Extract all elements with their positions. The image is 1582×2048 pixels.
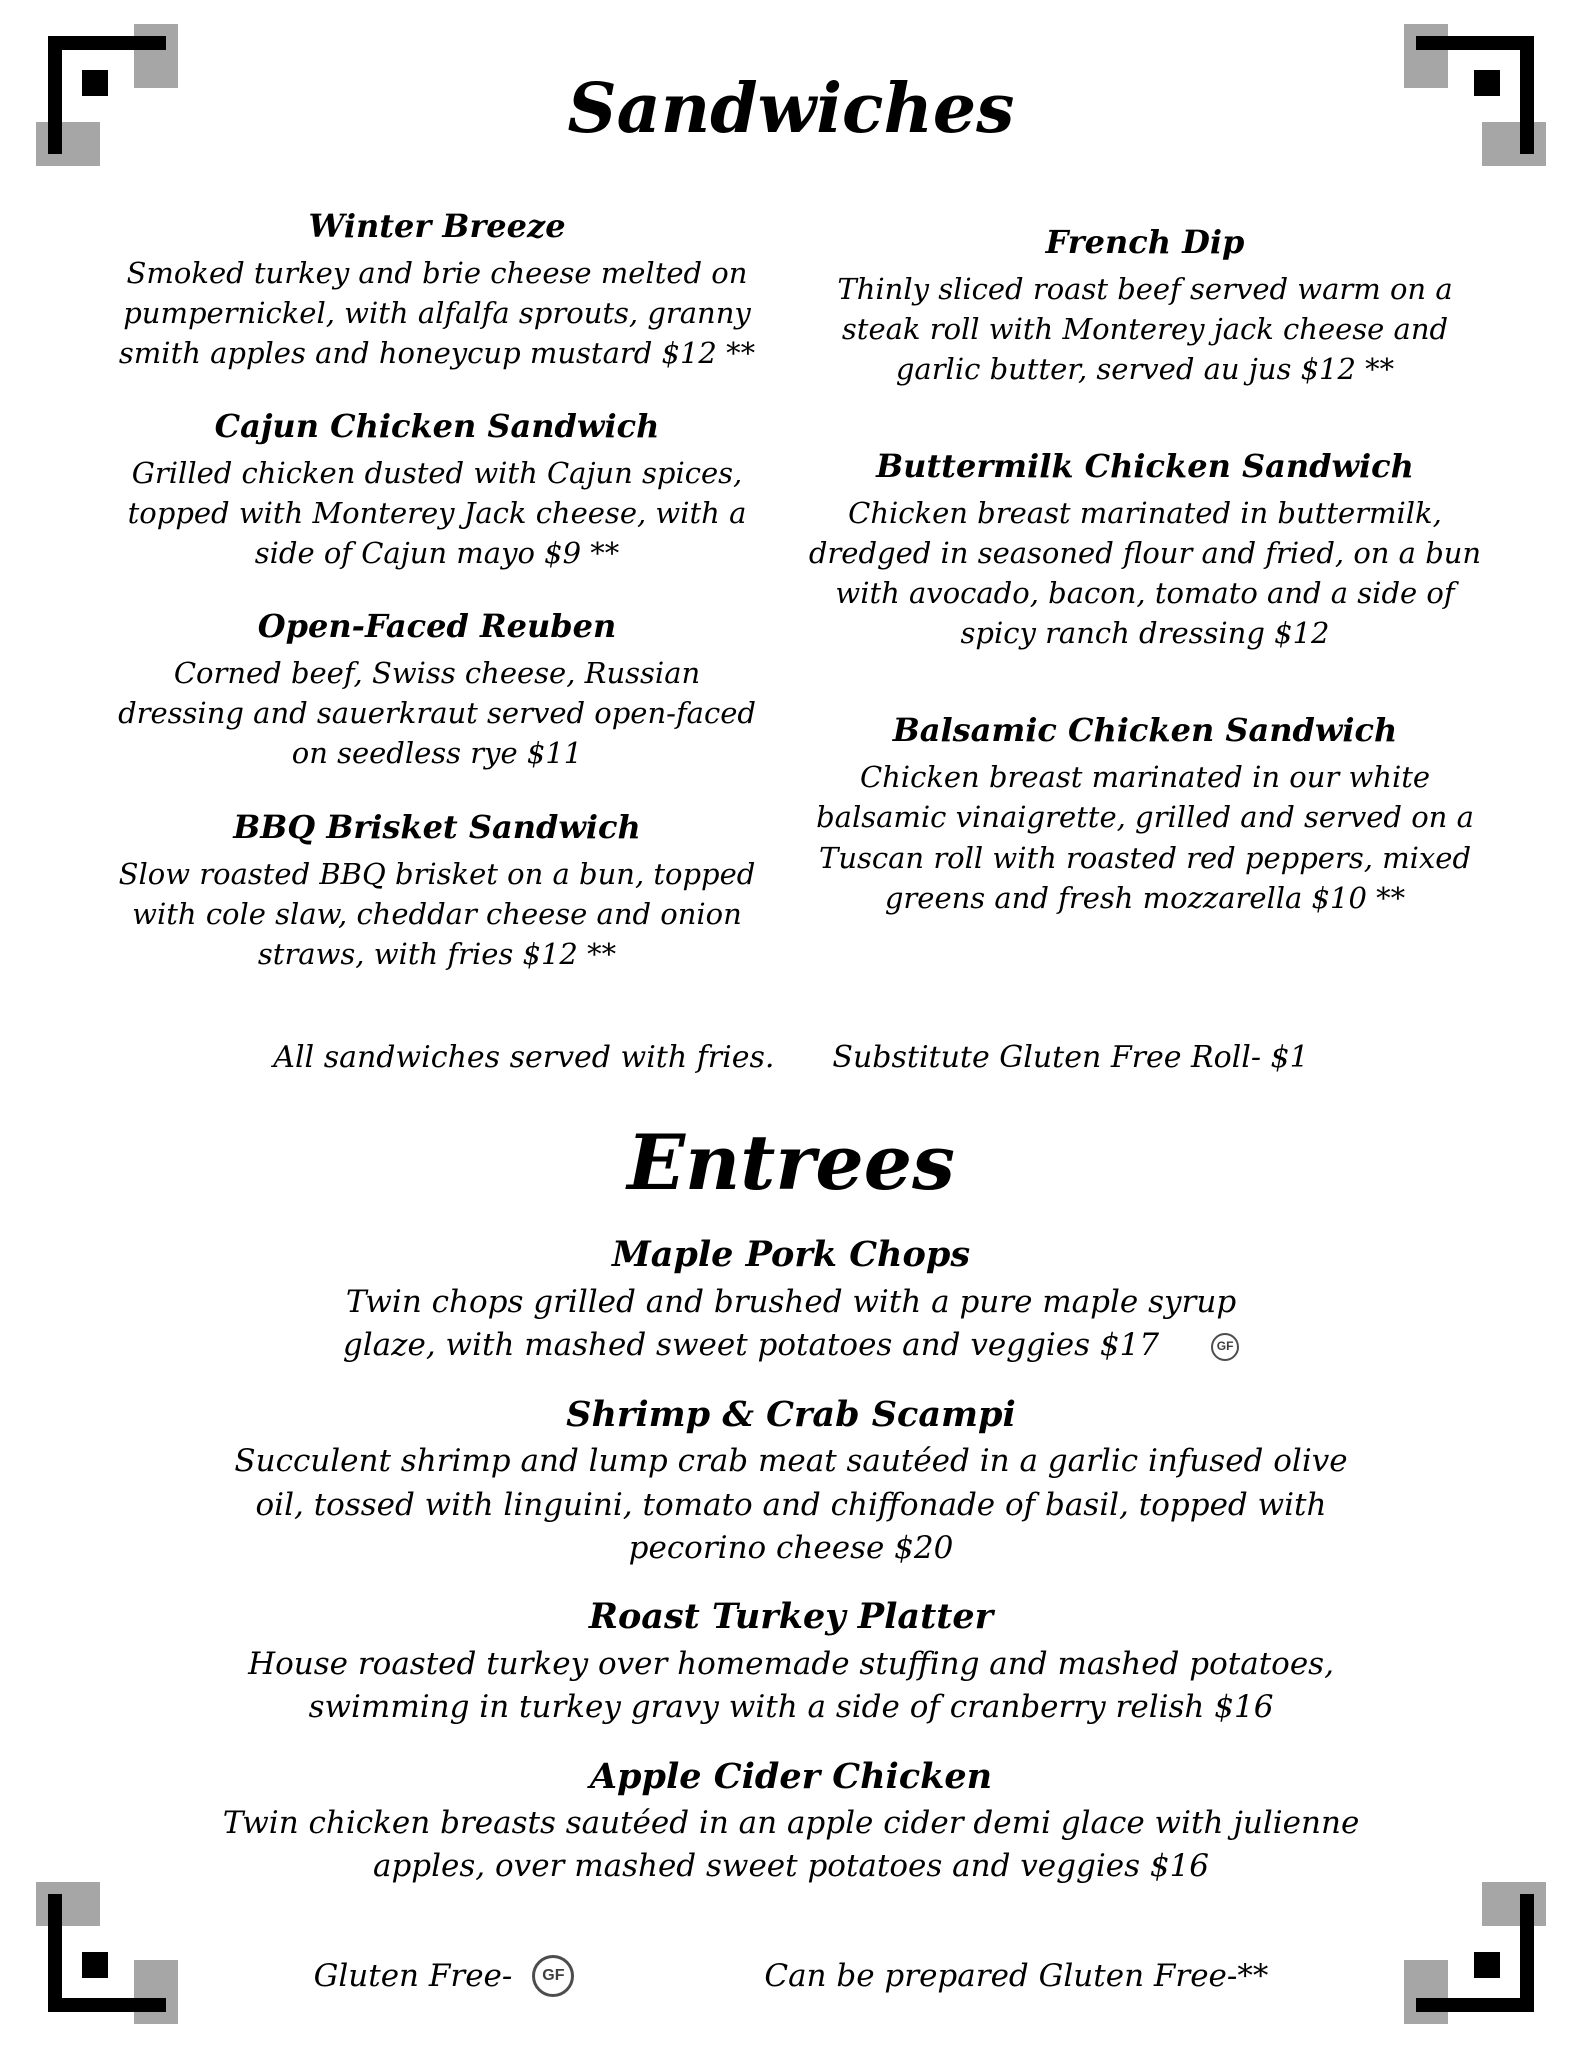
- item-name: Balsamic Chicken Sandwich: [892, 711, 1398, 750]
- item-description: Corned beef, Swiss cheese, Russian dressing and sauerkraut served open-faced on seedless rye $11: [118, 656, 756, 771]
- corner-bar: [1416, 1998, 1534, 2012]
- item-description: Smoked turkey and brie cheese melted on pumpernickel, with alfalfa sprouts, granny smith apples and honeycup mustard $12 **: [118, 255, 756, 371]
- item-name: Maple Pork Chops: [611, 1234, 971, 1276]
- menu-item-buttermilk-chicken-sandwich: [800, 445, 1490, 653]
- entrees-title: Entrees: [627, 1117, 955, 1207]
- item-description: Chicken breast marinated in our white balsamic vinaigrette, grilled and served on a Tuscan roll with roasted red peppers, mixed greens and fresh mozzarella $10 **: [816, 760, 1474, 915]
- item-description: Slow roasted BBQ brisket on a bun, topped with cole slaw, cheddar cheese and onion straws, with fries $12 **: [118, 856, 756, 971]
- item-name: Shrimp & Crab Scampi: [566, 1393, 1016, 1435]
- menu-item-open-faced-reuben: [117, 605, 757, 773]
- menu-item-cajun-chicken-sandwich: [117, 405, 757, 573]
- sandwiches-right-column: [798, 205, 1492, 1006]
- item-name: Roast Turkey Platter: [588, 1596, 994, 1638]
- menu-item-balsamic-chicken-sandwich: [800, 709, 1490, 917]
- item-description: Chicken breast marinated in buttermilk, dredged in seasoned flour and fried, on a bun with avocado, bacon, tomato and a side of spicy ranch dressing $12: [808, 496, 1482, 651]
- menu-item-bbq-brisket-sandwich: [117, 806, 757, 974]
- sandwiches-footnote: [90, 1040, 1492, 1075]
- sandwiches-left-column: [90, 205, 784, 1006]
- note-served-with-fries: All sandwiches served with fries.: [273, 1039, 775, 1075]
- item-name: Open-Faced Reuben: [257, 607, 617, 646]
- item-description: Thinly sliced roast beef served warm on a steak roll with Monterey jack cheese and garlic butter, served au jus $12 **: [837, 271, 1453, 387]
- gluten-free-icon: [532, 1955, 574, 1997]
- gluten-free-icon-text: GF: [1216, 1339, 1234, 1354]
- can-be-prepared-label: Can be prepared Gluten Free-**: [764, 1957, 1269, 1994]
- item-name: Apple Cider Chicken: [589, 1755, 993, 1797]
- menu-item-shrimp-crab-scampi: [90, 1392, 1492, 1571]
- item-name: BBQ Brisket Sandwich: [233, 807, 641, 846]
- entrees-section: [90, 1232, 1492, 1889]
- menu-item-french-dip: [800, 221, 1490, 389]
- item-name: Buttermilk Chicken Sandwich: [876, 447, 1414, 486]
- corner-bar: [48, 1998, 166, 2012]
- menu-item-maple-pork-chops: [90, 1232, 1492, 1367]
- item-name: French Dip: [1045, 222, 1245, 261]
- gluten-free-legend: [90, 1955, 1492, 1997]
- menu-item-winter-breeze: [117, 205, 757, 373]
- item-name: Winter Breeze: [308, 206, 566, 245]
- gluten-free-icon-text: GF: [542, 1966, 565, 1984]
- item-name: Cajun Chicken Sandwich: [214, 407, 660, 446]
- item-description-text: Twin chops grilled and brushed with a pure maple syrup glaze, with mashed sweet potatoes and veggies $17: [342, 1283, 1237, 1364]
- item-description: Succulent shrimp and lump crab meat sautéed in a garlic infused olive oil, tossed with linguini, tomato and chiffonade of basil, topped with pecorino cheese $20: [234, 1443, 1348, 1566]
- item-description: Twin chicken breasts sautéed in an apple cider demi glace with julienne apples, over mashed sweet potatoes and veggies $16: [222, 1805, 1360, 1885]
- sandwiches-title: Sandwiches: [567, 69, 1015, 149]
- note-gluten-free-roll: Substitute Gluten Free Roll- $1: [832, 1039, 1309, 1075]
- menu-item-apple-cider-chicken: [90, 1754, 1492, 1889]
- item-description: [341, 1281, 1241, 1368]
- gluten-free-icon: [1211, 1333, 1239, 1361]
- sandwiches-section: [90, 205, 1492, 1006]
- menu-item-roast-turkey-platter: [90, 1594, 1492, 1729]
- item-description: House roasted turkey over homemade stuffing and mashed potatoes, swimming in turkey gravy with a side of cranberry relish $16: [248, 1645, 1334, 1726]
- gluten-free-label: Gluten Free-: [313, 1957, 513, 1994]
- item-description: Grilled chicken dusted with Cajun spices, topped with Monterey Jack cheese, with a side of Cajun mayo $9 **: [127, 456, 747, 571]
